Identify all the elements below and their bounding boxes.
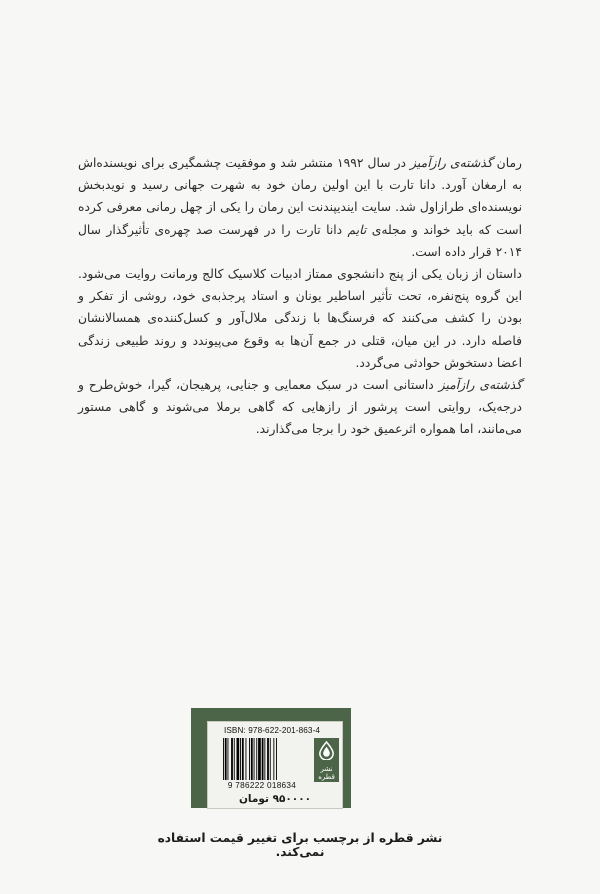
barcode [222,738,310,780]
barcode-bar [258,738,261,780]
barcode-bar [264,738,265,780]
barcode-bar [251,738,253,780]
barcode-bar [240,738,241,780]
barcode-bar [231,738,233,780]
blurb-paragraph-3 [78,374,522,441]
price-text: ۹۵۰۰۰۰ تومان [238,793,312,805]
blurb-p1-before: رمان [492,156,522,170]
barcode-number: 9 786222 018634 [227,781,297,790]
publisher-logo-text: نشر قطره [318,765,335,781]
barcode-bar [228,738,229,780]
barcode-bar [270,738,271,780]
isbn-text: ISBN: 978-622-201-863-4 [224,726,321,735]
book-title-mention-2: گذشته‌ی رازآمیز [438,378,522,393]
barcode-bar [256,738,257,780]
barcode-bar [242,738,244,780]
barcode-bar [249,738,250,780]
isbn-price-label [207,721,343,809]
barcode-bar [254,738,255,780]
barcode-bar [225,738,227,780]
blurb-paragraph-1 [78,152,522,263]
barcode-bar [234,738,235,780]
blurb-paragraph-2: داستان از زبان یکی از پنج دانشجوی ممتاز ادبیات کلاسیک کالج ورمانت روایت می‌شود. این گروه پنج‌نفره، تحت تأثیر اساطیر یونان و استاد پرجذبه‌ی خود، روشی از تفکر و بودن را کشف می‌کنند که فرسنگ‌ها با زندگی ملال‌آور و کسل‌کننده‌ی همسالانشان فاصله دارد. در این میان، قتلی در جمع آن‌ها به وقوع می‌پیوندد و روند طبیعی زندگی اعضا دستخوش حوادثی می‌گردد. [78,267,522,370]
barcode-bar [267,738,269,780]
price-notice: نشر قطره از برچسب برای تغییر قیمت استفاده نمی‌کند. [157,831,443,859]
barcode-bar [237,738,240,780]
book-title-mention: گذشته‌ی رازآمیز [410,156,493,170]
barcode-bar [246,738,247,780]
drop-logo-icon [317,741,336,760]
blurb-p1-after: در سال ۱۹۹۲ منتشر شد و موفقیت چشمگیری برای نویسنده‌اش به ارمغان آورد. دانا تارت با این اولین رمان خود به شهرت جهانی رسید و نویدبخش نویسنده‌ای طرازاول شد. سایت ایندیپندنت این رمان را یکی از چهل رمانی معرفی کرده است که باید خواند و مجله‌ی [78,156,522,237]
barcode-bar [276,738,277,780]
barcode-bar [262,738,264,780]
blurb-p3-rest: داستانی است در سبک معمایی و جنایی، پرهیجان، گیرا، خوش‌طرح و درجه‌یک، روایتی است پرشور از رازهایی که گاهی برملا می‌شوند و گاهی مستور می‌مانند، اما همواره اثرعمیق خود را برجا می‌گذارند. [78,378,522,437]
barcode-bar [223,738,224,780]
magazine-name: تایم [347,222,367,237]
barcode-bar [273,738,274,780]
blurb-p1-end: دانا تارت را در فهرست صد چهره‌ی تأثیرگذار سال ۲۰۱۴ قرار داده است. [78,222,522,259]
publisher-logo [314,738,339,782]
blurb-text [78,152,522,441]
